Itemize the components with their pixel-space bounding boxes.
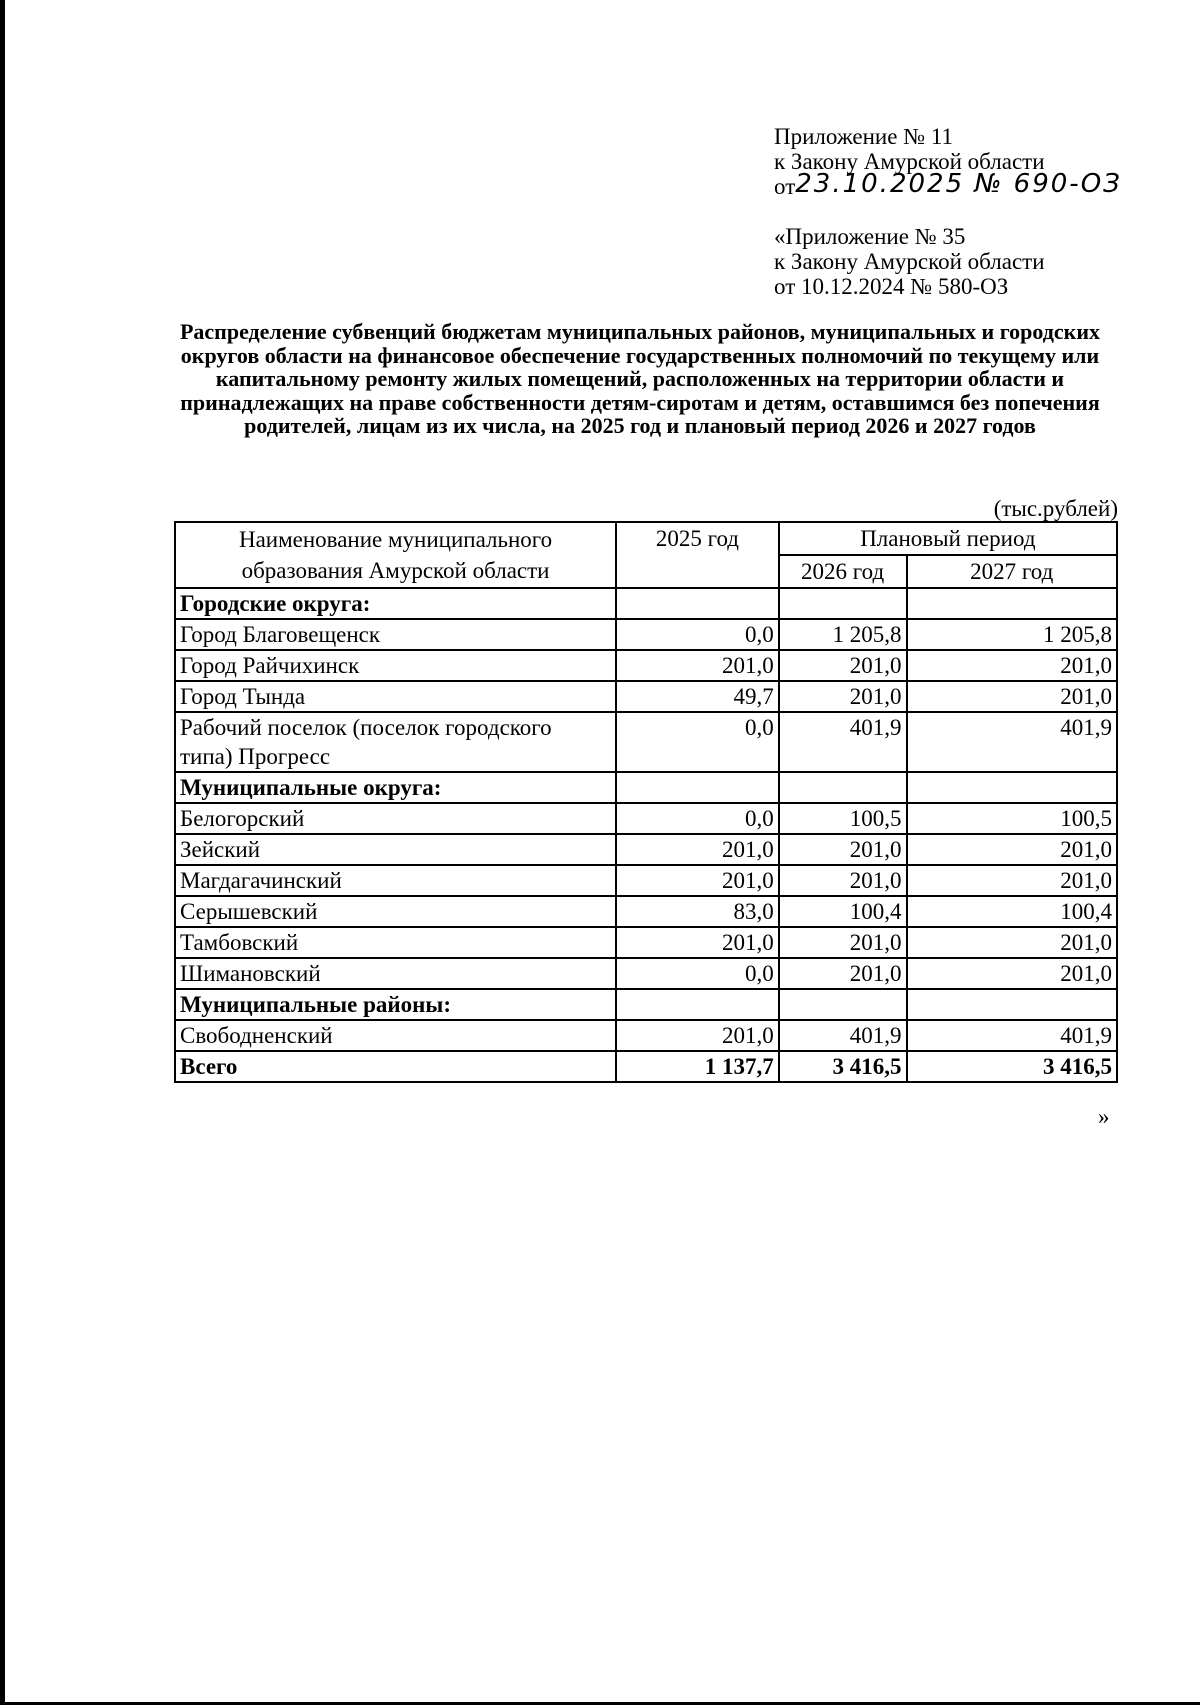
date-prefix: от (774, 174, 796, 199)
old-appendix-law-name: к Закону Амурской области (774, 249, 1045, 274)
cell-2025: 201,0 (616, 650, 779, 681)
total-row (175, 1051, 1117, 1082)
cell-municipality: Город Благовещенск (175, 619, 616, 650)
scan-left-edge (0, 0, 5, 1705)
cell-2025 (616, 989, 779, 1020)
header-2026: 2026 год (779, 555, 907, 588)
appendix-number: Приложение № 11 (774, 124, 954, 149)
cell-2027: 401,9 (907, 712, 1118, 772)
table-row (175, 958, 1117, 989)
cell-2026: 3 416,5 (779, 1051, 907, 1082)
table-row (175, 896, 1117, 927)
appendix-law-date (774, 169, 1122, 199)
cell-2026: 201,0 (779, 927, 907, 958)
cell-municipality: Всего (175, 1051, 616, 1082)
cell-municipality: Свободненский (175, 1020, 616, 1051)
header-2027: 2027 год (907, 555, 1118, 588)
cell-municipality: Тамбовский (175, 927, 616, 958)
cell-2026: 201,0 (779, 834, 907, 865)
header-planned-period: Плановый период (779, 522, 1117, 555)
cell-2026: 1 205,8 (779, 619, 907, 650)
table-row (175, 927, 1117, 958)
section-row (175, 989, 1117, 1020)
handwritten-date-number: 23.10.2025 № 690-ОЗ (795, 169, 1122, 199)
cell-2027: 201,0 (907, 834, 1118, 865)
document-title: Распределение субвенций бюджетам муниципальных районов, муниципальных и городских округов области на финансовое обеспечение государственных полномочий по текущему или капитальному ремонту жилых помещений, расположенных на территории области и принадлежащих на праве собственности детям-сиротам и детям, оставшимся без попечения родителей, лицам из их числа, на 2025 год и плановый период 2026 и 2027 годов (179, 319, 1101, 438)
closing-quote: » (1098, 1104, 1110, 1129)
cell-2026: 201,0 (779, 681, 907, 712)
cell-2027 (907, 989, 1118, 1020)
cell-2027: 201,0 (907, 865, 1118, 896)
cell-2025 (616, 588, 779, 619)
appendix-law-name: к Закону Амурской области (774, 149, 1045, 174)
cell-2025: 1 137,7 (616, 1051, 779, 1082)
cell-2025: 201,0 (616, 834, 779, 865)
cell-municipality: Зейский (175, 834, 616, 865)
cell-2025: 83,0 (616, 896, 779, 927)
cell-2026 (779, 772, 907, 803)
table-row (175, 834, 1117, 865)
cell-municipality: Шимановский (175, 958, 616, 989)
cell-municipality: Город Райчихинск (175, 650, 616, 681)
appendix-reference-new (774, 124, 1122, 199)
cell-2026: 201,0 (779, 650, 907, 681)
cell-municipality: Муниципальные районы: (175, 989, 616, 1020)
cell-2027: 201,0 (907, 958, 1118, 989)
unit-label: (тыс.рублей) (993, 496, 1118, 521)
cell-2027: 100,5 (907, 803, 1118, 834)
cell-municipality: Муниципальные округа: (175, 772, 616, 803)
cell-municipality: Город Тында (175, 681, 616, 712)
table-row (175, 865, 1117, 896)
cell-2025: 201,0 (616, 1020, 779, 1051)
section-row (175, 772, 1117, 803)
cell-2026: 401,9 (779, 1020, 907, 1051)
table-body (175, 588, 1117, 1082)
appendix-reference-old (774, 224, 1045, 299)
cell-2027: 201,0 (907, 681, 1118, 712)
header-municipality: Наименование муниципального образования Амурской области (175, 522, 616, 588)
table-row (175, 712, 1117, 772)
cell-2026 (779, 588, 907, 619)
table-row (175, 681, 1117, 712)
cell-2026: 201,0 (779, 865, 907, 896)
table-row (175, 1020, 1117, 1051)
old-appendix-number: «Приложение № 35 (774, 224, 966, 249)
cell-2027 (907, 772, 1118, 803)
cell-2025: 0,0 (616, 803, 779, 834)
cell-2027: 3 416,5 (907, 1051, 1118, 1082)
cell-2025 (616, 772, 779, 803)
cell-2026 (779, 989, 907, 1020)
cell-2027: 201,0 (907, 650, 1118, 681)
cell-2026: 100,5 (779, 803, 907, 834)
table-row (175, 619, 1117, 650)
cell-2026: 401,9 (779, 712, 907, 772)
table-row (175, 650, 1117, 681)
cell-municipality: Городские округа: (175, 588, 616, 619)
cell-2025: 0,0 (616, 619, 779, 650)
cell-2027: 401,9 (907, 1020, 1118, 1051)
cell-2025: 0,0 (616, 712, 779, 772)
cell-2027: 1 205,8 (907, 619, 1118, 650)
cell-2026: 100,4 (779, 896, 907, 927)
cell-2027 (907, 588, 1118, 619)
old-appendix-law-date: от 10.12.2024 № 580-ОЗ (774, 274, 1009, 299)
cell-municipality: Серышевский (175, 896, 616, 927)
cell-2026: 201,0 (779, 958, 907, 989)
section-row (175, 588, 1117, 619)
cell-2025: 49,7 (616, 681, 779, 712)
cell-2025: 201,0 (616, 865, 779, 896)
header-2025: 2025 год (616, 522, 779, 588)
cell-municipality: Белогорский (175, 803, 616, 834)
cell-municipality: Рабочий поселок (поселок городского типа) Прогресс (175, 712, 616, 772)
table-row (175, 803, 1117, 834)
cell-municipality: Магдагачинский (175, 865, 616, 896)
cell-2025: 201,0 (616, 927, 779, 958)
cell-2027: 201,0 (907, 927, 1118, 958)
subvention-table (174, 521, 1118, 1083)
cell-2027: 100,4 (907, 896, 1118, 927)
cell-2025: 0,0 (616, 958, 779, 989)
